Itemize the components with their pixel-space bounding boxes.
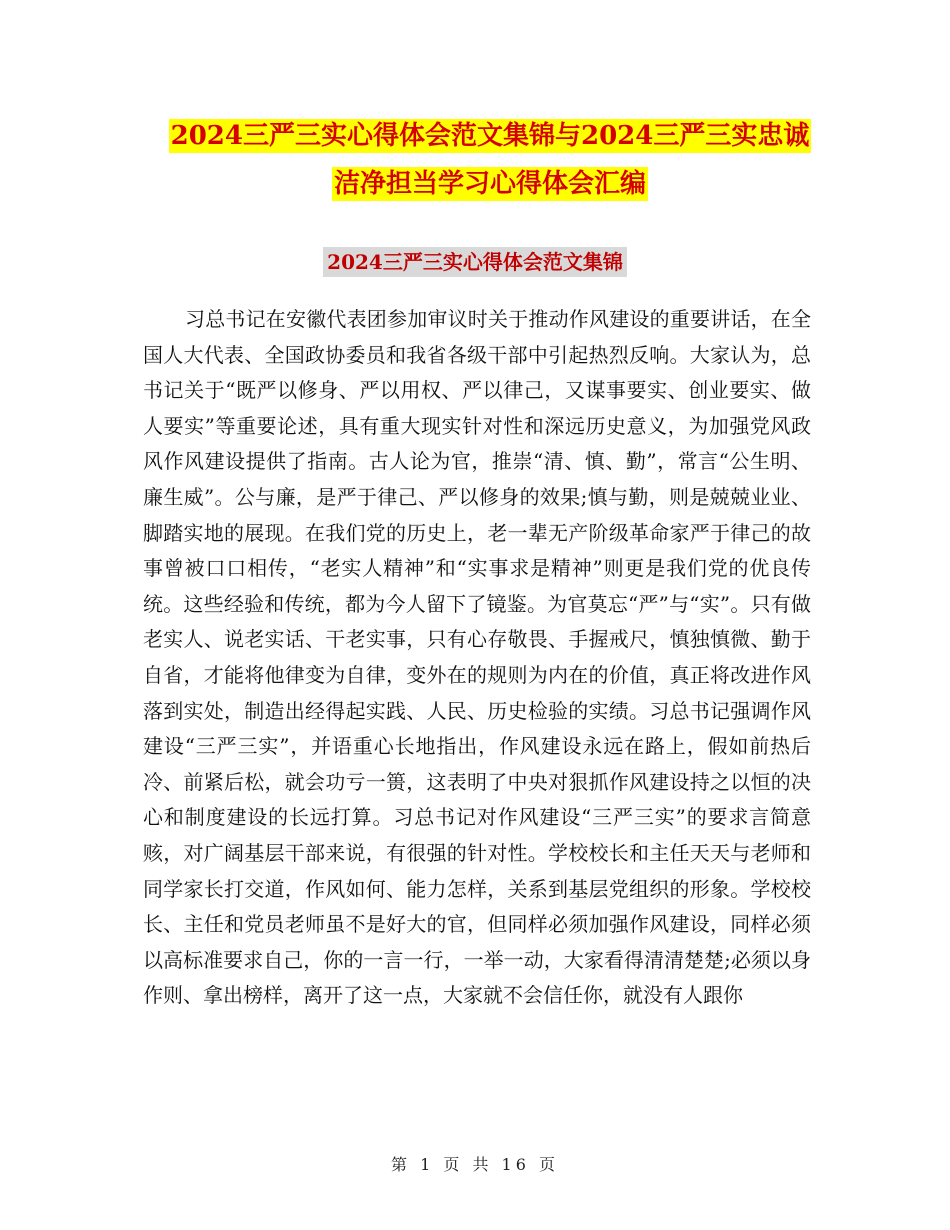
title-line-1: 2024三严三实心得体会范文集锦与2024三严三实忠诚 [170,121,810,151]
title-line-2: 洁净担当学习心得体会汇编 [333,169,646,199]
paragraph: 习总书记在安徽代表团参加审议时关于推动作风建设的重要讲话，在全国人大代表、全国政协委员和我省各级干部中引起热烈反响。大家认为，总书记关于“既严以修身、严以用权、严以律己，又谋事要实、创业要实、做人要实”等重要论述，具有重大现实针对性和深远历史意义，为加强党风政风作风建设提供了指南。古人论为官，推崇“清、慎、勤”，常言“公生明、廉生威”。公与廉，是严于律己、严以修身的效果;慎与勤，则是兢兢业业、脚踏实地的展现。在我们党的历史上，老一辈无产阶级革命家严于律己的故事曾被口口相传，“老实人精神”和“实事求是精神”则更是我们党的优良传统。这些经验和传统，都为今人留下了镜鉴。为官莫忘“严”与“实”。只有做老实人、说老实话、干老实事，只有心存敬畏、手握戒尺，慎独慎微、勤于自省，才能将他律变为自律，变外在的规则为内在的价值，真正将改进作风落到实处，制造出经得起实践、人民、历史检验的实绩。习总书记强调作风建设“三严三实”，并语重心长地指出，作风建设永远在路上，假如前热后冷、前紧后松，就会功亏一篑，这表明了中央对狠抓作风建设持之以恒的决心和制度建设的长远打算。习总书记对作风建设“三严三实”的要求言简意赅，对广阔基层干部来说，有很强的针对性。学校校长和主任天天与老师和同学家长打交道，作风如何、能力怎样，关系到基层党组织的形象。学校校长、主任和党员老师虽不是好大的官，但同样必须加强作风建设，同样必须以高标准要求自己，你的一言一行，一举一动，大家看得清清楚楚;必须以身作则、拿出榜样，离开了这一点，大家就不会信任你，就没有人跟你 [143,307,811,1008]
document-title [140,112,840,208]
section-title-text: 2024三严三实心得体会范文集锦 [323,247,627,277]
page-footer: 第 1 页 共 16 页 [391,1155,559,1174]
body-text [143,302,811,1014]
section-title [0,244,950,280]
